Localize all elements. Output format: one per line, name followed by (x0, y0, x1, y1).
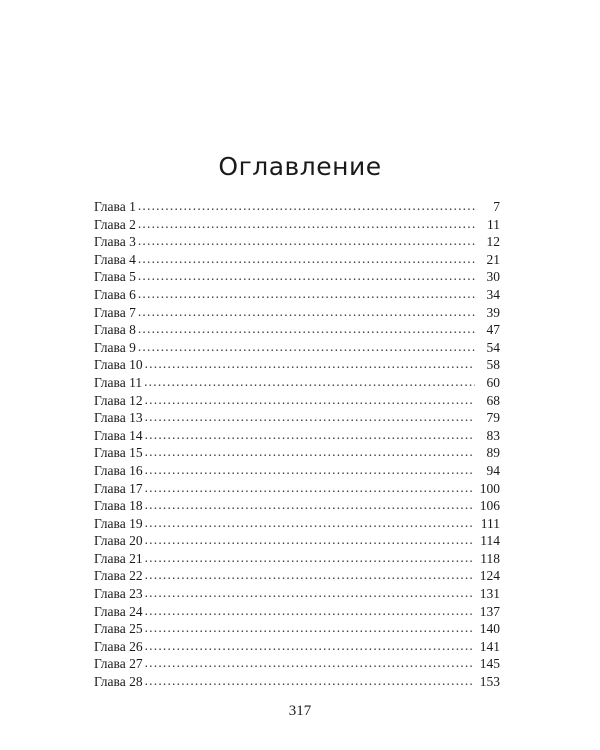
toc-entry (94, 638, 500, 656)
toc-entry-page: 30 (486, 269, 500, 285)
toc-entry-page: 114 (480, 533, 500, 549)
dot-leader (138, 250, 475, 268)
dot-leader (145, 654, 475, 672)
toc-entry (94, 198, 500, 216)
toc-entry-page: 100 (479, 480, 500, 496)
dot-leader (145, 566, 475, 584)
toc-entry-label: Глава 3 (94, 234, 136, 250)
toc-entry-page: 11 (487, 216, 500, 232)
toc-entry (94, 585, 500, 603)
toc-entry (94, 673, 500, 691)
dot-leader (145, 637, 475, 655)
toc-entry-page: 118 (480, 550, 500, 566)
toc-entry-page: 7 (493, 199, 500, 214)
toc-entry (94, 339, 500, 357)
toc-entry (94, 444, 500, 462)
toc-entry-page: 39 (486, 304, 500, 320)
toc-entry-label: Глава 24 (94, 603, 143, 619)
dot-leader (145, 496, 475, 514)
dot-leader (145, 426, 475, 444)
toc-entry-label: Глава 28 (94, 674, 143, 690)
toc-entry-page: 83 (486, 427, 500, 443)
toc-entry-label: Глава 19 (94, 515, 143, 531)
toc-entry (94, 286, 500, 304)
toc-entry-label: Глава 15 (94, 445, 143, 461)
page-number: 317 (288, 703, 312, 719)
toc-entry-label: Глава 12 (94, 392, 143, 408)
toc-entry-label: Глава 10 (94, 357, 143, 373)
toc-entry (94, 268, 500, 286)
toc-entry (94, 304, 500, 322)
toc-entry-label: Глава 26 (94, 638, 143, 654)
toc-entry-page: 94 (486, 462, 500, 478)
toc-entry-page: 124 (479, 568, 500, 584)
toc-entry-page: 68 (486, 392, 500, 408)
toc-entry-label: Глава 18 (94, 498, 143, 514)
toc-entry (94, 392, 500, 410)
toc-entry (94, 251, 500, 269)
toc-entry (94, 409, 500, 427)
dot-leader (145, 531, 475, 549)
toc-entry-page: 141 (479, 638, 500, 654)
toc-entry-label: Глава 27 (94, 656, 143, 672)
toc-entry (94, 374, 500, 392)
dot-leader (138, 267, 475, 285)
dot-leader (138, 215, 475, 233)
toc-entry-label: Глава 22 (94, 568, 143, 584)
toc-entry-page: 79 (486, 410, 500, 426)
toc-entry-label: Глава 11 (94, 374, 143, 390)
dot-leader (145, 479, 475, 497)
toc-entry (94, 427, 500, 445)
toc-entry-label: Глава 13 (94, 410, 143, 426)
toc-entry-label: Глава 17 (94, 480, 143, 496)
dot-leader (145, 443, 475, 461)
toc-entry (94, 603, 500, 621)
dot-leader (138, 303, 475, 321)
dot-leader (138, 285, 475, 303)
toc-entry (94, 567, 500, 585)
page-title: Оглавление (218, 152, 382, 181)
toc-entry-page: 58 (486, 357, 500, 373)
toc-entry-label: Глава 20 (94, 533, 143, 549)
toc-entry-label: Глава 8 (94, 322, 136, 338)
dot-leader (138, 320, 475, 338)
toc-entry-page: 34 (486, 286, 500, 302)
toc-entry-page: 131 (479, 586, 500, 602)
toc-entry (94, 462, 500, 480)
toc-entry-page: 21 (486, 251, 500, 267)
dot-leader (138, 338, 475, 356)
toc-entry-page: 145 (479, 656, 500, 672)
toc-entry (94, 532, 500, 550)
dot-leader (145, 408, 475, 426)
dot-leader (145, 584, 475, 602)
toc-entry-label: Глава 9 (94, 339, 136, 355)
toc-entry-label: Глава 21 (94, 550, 143, 566)
toc-entry-label: Глава 7 (94, 304, 136, 320)
toc-entry-label: Глава 14 (94, 427, 143, 443)
dot-leader (145, 355, 475, 373)
toc-entry (94, 620, 500, 638)
dot-leader (138, 232, 475, 250)
dot-leader (145, 672, 475, 690)
toc-entry-page: 137 (479, 603, 500, 619)
toc-entry-label: Глава 2 (94, 216, 136, 232)
toc-entry-label: Глава 5 (94, 269, 136, 285)
toc-entry-page: 153 (479, 674, 500, 690)
dot-leader (145, 461, 475, 479)
toc-entry-label: Глава 23 (94, 586, 143, 602)
toc-entry (94, 497, 500, 515)
toc-entry-page: 89 (486, 445, 500, 461)
toc-entry (94, 216, 500, 234)
toc-entry (94, 480, 500, 498)
dot-leader (145, 391, 475, 409)
toc-entry-label: Глава 16 (94, 462, 143, 478)
dot-leader (144, 373, 475, 391)
dot-leader (145, 619, 475, 637)
toc-entry (94, 515, 500, 533)
toc-entry-page: 111 (480, 515, 500, 531)
toc-entry (94, 550, 500, 568)
toc-entry-page: 106 (479, 498, 500, 514)
toc-entry-label: Глава 4 (94, 251, 136, 267)
toc-entry-page: 54 (486, 339, 500, 355)
toc-entry-page: 140 (479, 621, 500, 637)
toc-entry-label: Глава 25 (94, 621, 143, 637)
toc-entry-label: Глава 1 (94, 199, 136, 214)
toc-entry (94, 356, 500, 374)
toc-entry-page: 12 (486, 234, 500, 250)
toc-entry-label: Глава 6 (94, 286, 136, 302)
toc-entry (94, 233, 500, 251)
table-of-contents (94, 198, 500, 691)
dot-leader (145, 549, 475, 567)
dot-leader (145, 514, 475, 532)
toc-entry-page: 60 (486, 374, 500, 390)
dot-leader (145, 602, 475, 620)
toc-entry (94, 655, 500, 673)
dot-leader (138, 197, 475, 215)
toc-entry-page: 47 (486, 322, 500, 338)
toc-entry (94, 321, 500, 339)
